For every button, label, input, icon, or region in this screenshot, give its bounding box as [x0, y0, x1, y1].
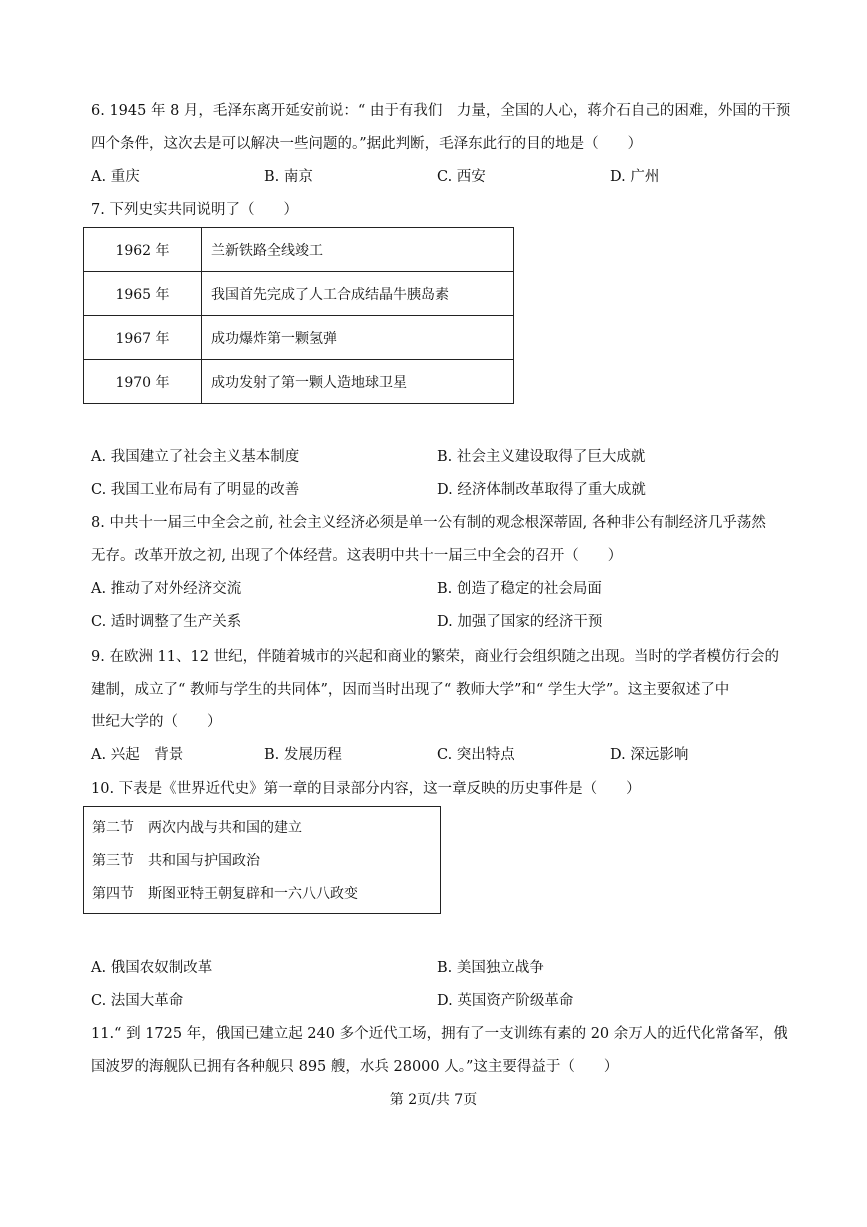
q8-option-c: C. 适时调整了生产关系 — [91, 614, 242, 630]
event-cell: 成功爆炸第一颗氢弹 — [202, 316, 514, 360]
q10-stem: 10. 下表是《世界近代史》第一章的目录部分内容，这一章反映的历史事件是（ ） — [91, 781, 641, 797]
event-cell: 我国首先完成了人工合成结晶牛胰岛素 — [202, 272, 514, 316]
q7-table — [83, 227, 514, 404]
table-row — [84, 316, 514, 360]
q9-stem-line-1: 9. 在欧洲 11、12 世纪，伴随着城市的兴起和商业的繁荣，商业行会组织随之出现。当时的学者模仿行会的 — [91, 649, 780, 665]
contents-item: 第三节 共和国与护国政治 — [92, 853, 260, 869]
contents-item: 第四节 斯图亚特王朝复辟和一六八八政变 — [92, 886, 358, 902]
q7-option-b: B. 社会主义建设取得了巨大成就 — [437, 449, 646, 465]
q8-option-b: B. 创造了稳定的社会局面 — [437, 581, 602, 597]
q6-option-d: D. 广州 — [610, 169, 660, 185]
year-cell: 1965 年 — [84, 272, 202, 316]
q9-option-a: A. 兴起 背景 — [91, 747, 184, 763]
year-cell: 1962 年 — [84, 228, 202, 272]
table-row — [84, 360, 514, 404]
q10-option-d: D. 英国资产阶级革命 — [437, 993, 574, 1009]
q8-stem-line-1: 8. 中共十一届三中全会之前, 社会主义经济必须是单一公有制的观念根深蒂固, 各种非公有制经济几乎荡然 — [91, 515, 766, 531]
q10-contents-box — [83, 806, 441, 914]
event-cell: 成功发射了第一颗人造地球卫星 — [202, 360, 514, 404]
q10-option-a: A. 俄国农奴制改革 — [91, 960, 213, 976]
table-row — [84, 228, 514, 272]
q6-option-c: C. 西安 — [437, 169, 486, 185]
year-cell: 1970 年 — [84, 360, 202, 404]
q9-option-b: B. 发展历程 — [264, 747, 342, 763]
q9-stem-line-3: 世纪大学的（ ） — [91, 714, 222, 730]
q10-option-b: B. 美国独立战争 — [437, 960, 544, 976]
q7-option-a: A. 我国建立了社会主义基本制度 — [91, 449, 300, 465]
q10-option-c: C. 法国大革命 — [91, 993, 184, 1009]
q8-option-d: D. 加强了国家的经济干预 — [437, 614, 603, 630]
q11-stem-line-1: 11.“ 到 1725 年，俄国已建立起 240 多个近代工场，拥有了一支训练有素的 20 余万人的近代化常备军，俄 — [91, 1026, 788, 1042]
q6-option-b: B. 南京 — [264, 169, 313, 185]
q7-stem: 7. 下列史实共同说明了（ ） — [91, 202, 298, 218]
year-cell: 1967 年 — [84, 316, 202, 360]
q8-stem-line-2: 无存。改革开放之初, 出现了个体经营。这表明中共十一届三中全会的召开（ ） — [91, 548, 623, 564]
table-row — [84, 272, 514, 316]
contents-item: 第二节 两次内战与共和国的建立 — [92, 820, 302, 836]
page-number: 第 2页/共 7页 — [389, 1092, 478, 1108]
q6-option-a: A. 重庆 — [91, 169, 140, 185]
q9-option-d: D. 深远影响 — [610, 747, 689, 763]
q7-option-d: D. 经济体制改革取得了重大成就 — [437, 482, 646, 498]
q11-stem-line-2: 国波罗的海舰队已拥有各种舰只 895 艘，水兵 28000 人。”这主要得益于（ ） — [91, 1059, 619, 1075]
q6-stem-line-2: 四个条件，这次去是可以解决一些问题的。”据此判断，毛泽东此行的目的地是（ ） — [91, 136, 643, 152]
event-cell: 兰新铁路全线竣工 — [202, 228, 514, 272]
q8-option-a: A. 推动了对外经济交流 — [91, 581, 242, 597]
q7-option-c: C. 我国工业布局有了明显的改善 — [91, 482, 300, 498]
q6-stem-line-1: 6. 1945 年 8 月，毛泽东离开延安前说：“ 由于有我们 力量，全国的人心，蒋介石自己的困难，外国的干预 — [91, 103, 791, 119]
q9-option-c: C. 突出特点 — [437, 747, 515, 763]
q9-stem-line-2: 建制，成立了“ 教师与学生的共同体”，因而当时出现了“ 教师大学”和“ 学生大学”。这主要叙述了中 — [91, 682, 730, 698]
